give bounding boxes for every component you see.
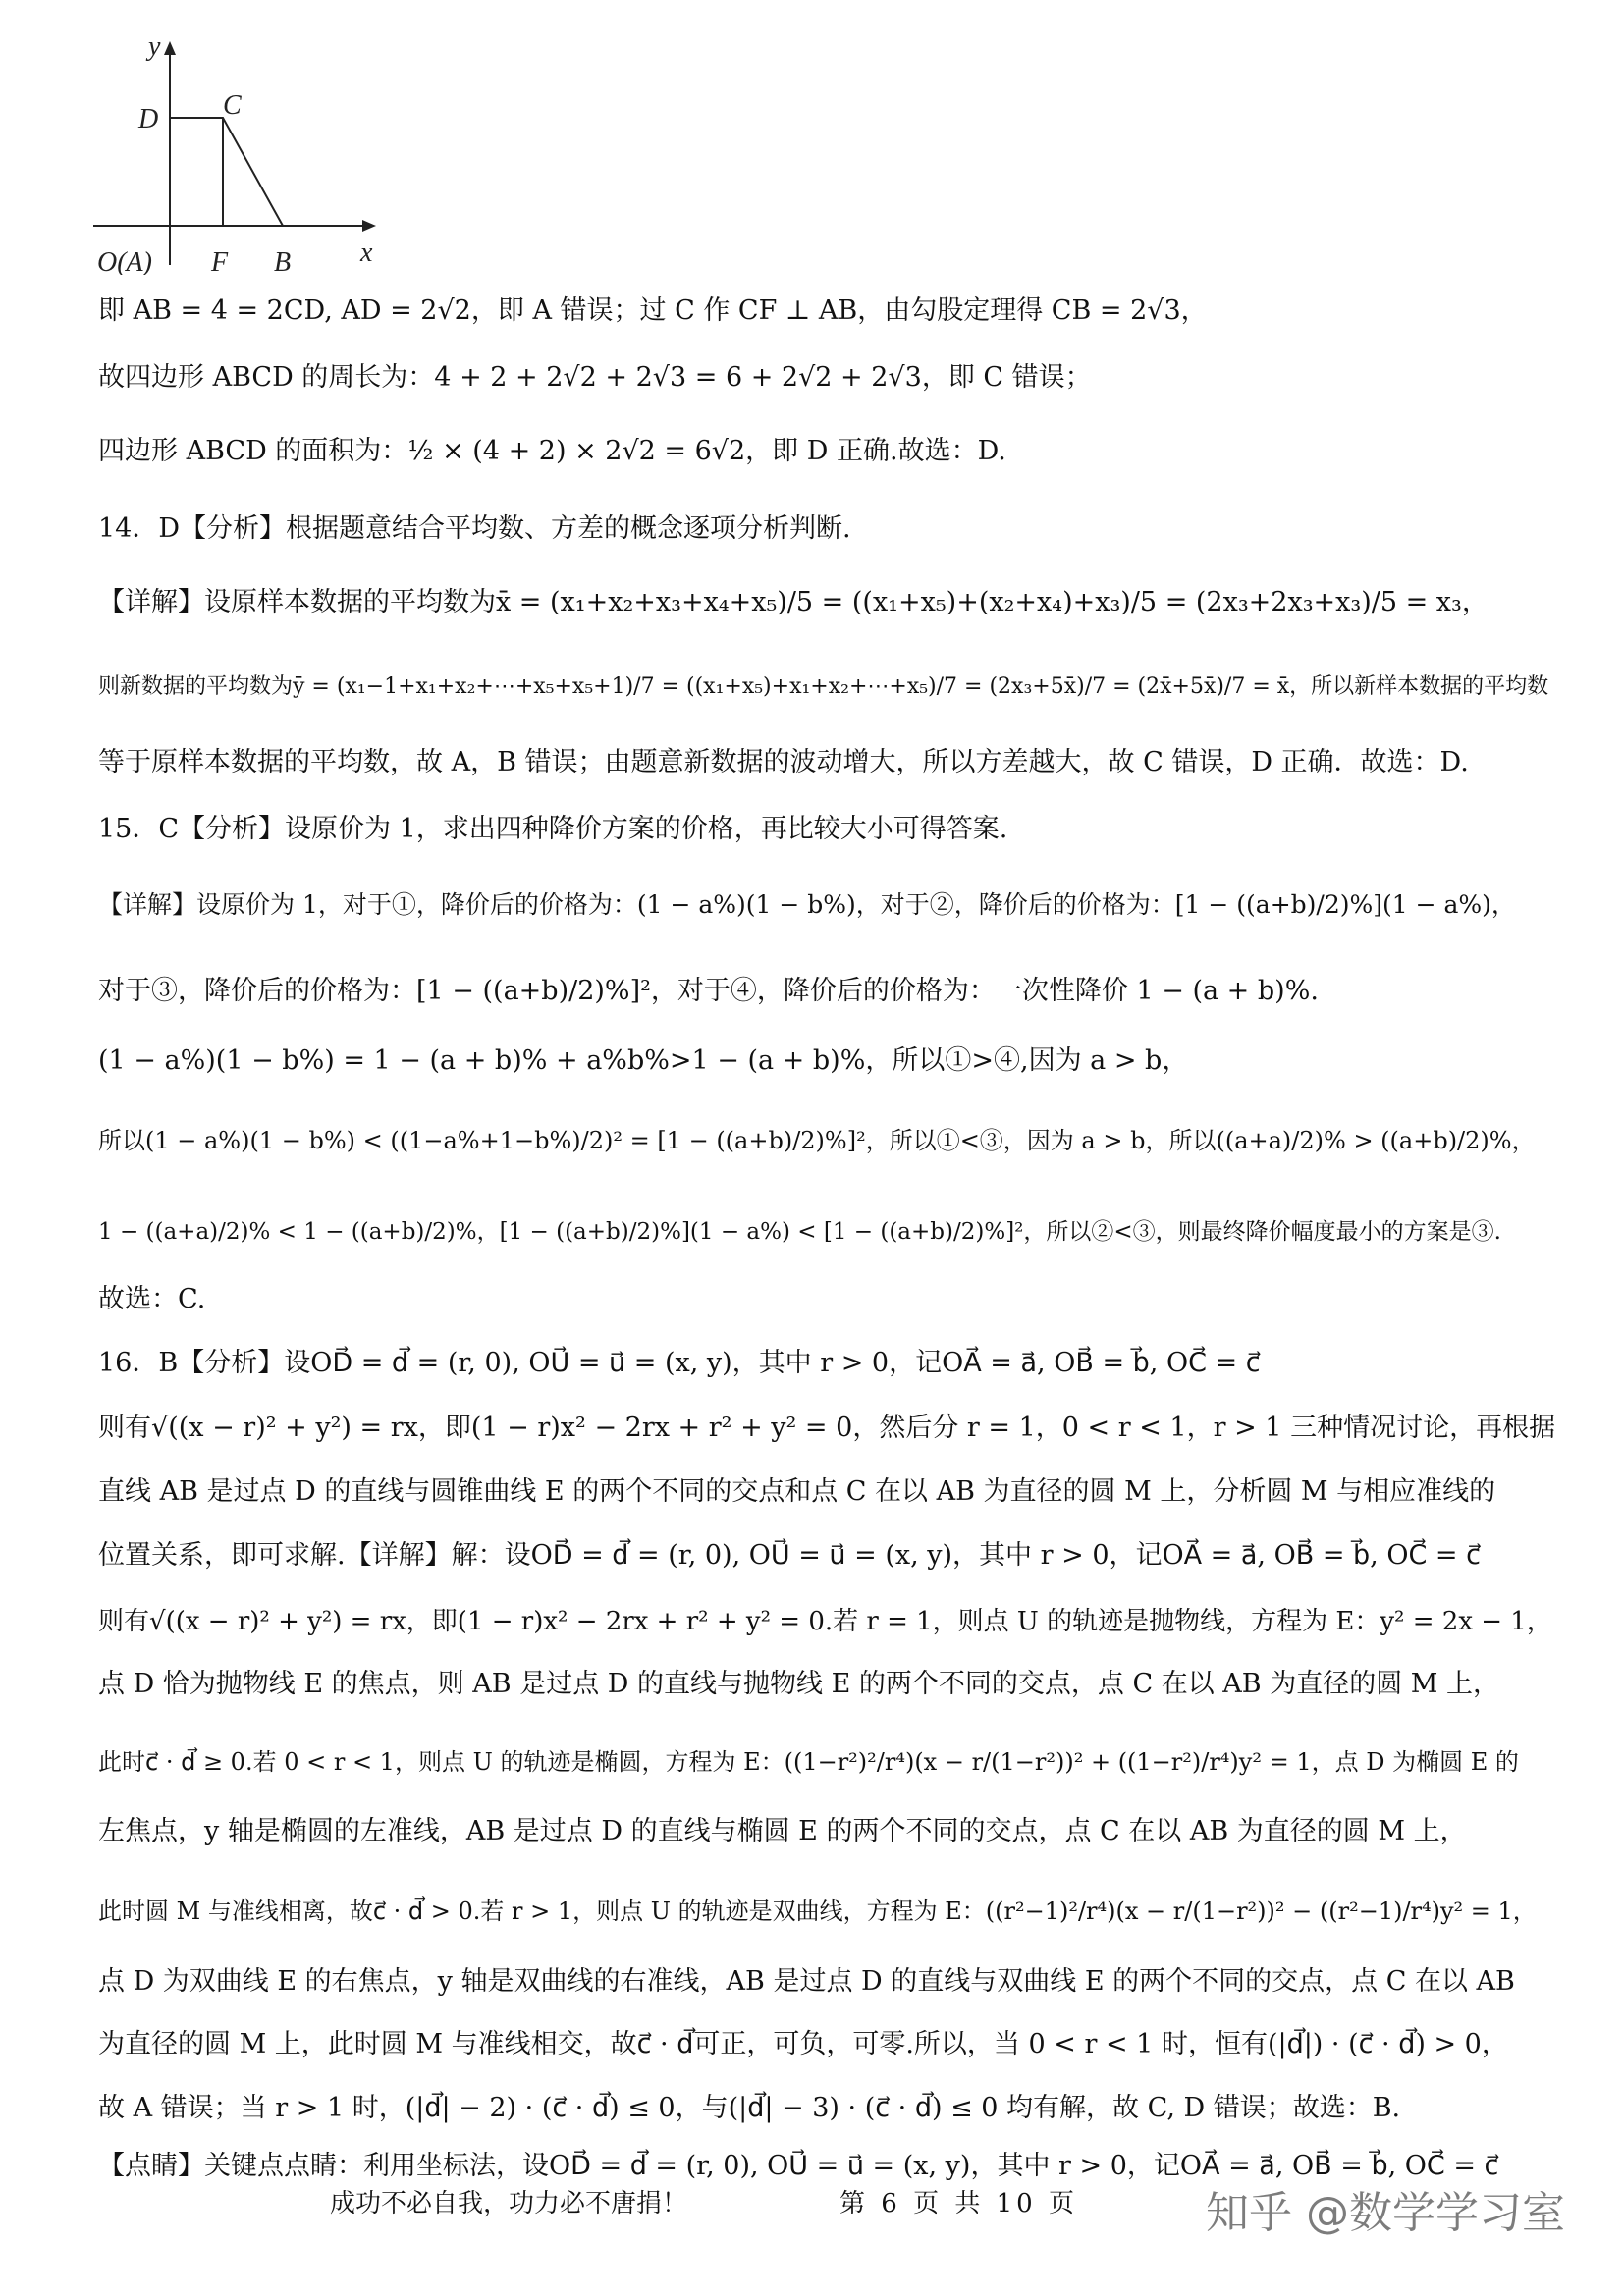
text-line-16: 则有√((x − r)² + y²) = rx，即(1 − r)x² − 2rx + r² + y² = 0，然后分 r = 1，0 < r < 1，r > 1 三种情况讨论，再根据: [98, 1413, 1556, 1443]
text-line-17: 直线 AB 是过点 D 的直线与圆锥曲线 E 的两个不同的交点和点 C 在以 AB 为直径的圆 M 上，分析圆 M 与相应准线的: [98, 1476, 1496, 1507]
text-line-23: 此时圆 M 与准线相离，故c⃗ · d⃗ > 0.若 r > 1，则点 U 的轨迹是双曲线，方程为 E：((r²−1)²/r⁴)(x − r/(1−r²))² − ((r²−1)/r⁴)y² = 1，: [98, 1897, 1537, 1925]
text-line-3: 四边形 ABCD 的面积为：½ × (4 + 2) × 2√2 = 6√2，即 D 正确.故选：D.: [98, 436, 1006, 466]
text-line-2: 故四边形 ABCD 的周长为：4 + 2 + 2√2 + 2√3 = 6 + 2√2 + 2√3，即 C 错误；: [98, 362, 1092, 393]
text-line-15: 16．B【分析】设OD⃗ = d⃗ = (r, 0), OU⃗ = u⃗ = (x, y)，其中 r > 0，记OA⃗ = a⃗, OB⃗ = b⃗, OC⃗ = c⃗: [98, 1348, 1261, 1378]
text-line-1: 即 AB = 4 = 2CD, AD = 2√2，即 A 错误；过 C 作 CF ⊥ AB，由勾股定理得 CB = 2√3，: [98, 295, 1208, 326]
text-line-10: 对于③，降价后的价格为：[1 − ((a+b)/2)%]²，对于④，降价后的价格为：一次性降价 1 − (a + b)%.: [98, 976, 1319, 1006]
label-d: D: [138, 104, 159, 134]
label-f: F: [211, 247, 229, 275]
text-line-8: 15．C【分析】设原价为 1，求出四种降价方案的价格，再比较大小可得答案.: [98, 814, 1008, 844]
text-line-14: 故选：C.: [98, 1284, 206, 1314]
text-line-19: 则有√((x − r)² + y²) = rx，即(1 − r)x² − 2rx + r² + y² = 0.若 r = 1，则点 U 的轨迹是抛物线，方程为 E：y² = 2x − 1，: [98, 1607, 1552, 1636]
watermark: 知乎 @数学学习室: [1206, 2188, 1565, 2238]
label-y: y: [148, 31, 161, 62]
text-line-25: 为直径的圆 M 上，此时圆 M 与准线相交，故c⃗ · d⃗可正，可负，可零.所以，当 0 < r < 1 时，恒有(|d⃗|) · (c⃗ · d⃗) > 0，: [98, 2029, 1508, 2059]
text-line-27: 【点睛】关键点点睛：利用坐标法，设OD⃗ = d⃗ = (r, 0), OU⃗ = u⃗ = (x, y)，其中 r > 0，记OA⃗ = a⃗, OB⃗ = b⃗, OC⃗ = c⃗: [98, 2151, 1499, 2181]
page-footer: [0, 2177, 1624, 2238]
text-line-20: 点 D 恰为抛物线 E 的焦点，则 AB 是过点 D 的直线与抛物线 E 的两个不同的交点，点 C 在以 AB 为直径的圆 M 上，: [98, 1669, 1500, 1699]
label-b: B: [274, 247, 292, 275]
text-line-12: 所以(1 − a%)(1 − b%) < ((1−a%+1−b%)/2)² = [1 − ((a+b)/2)%]²，所以①<③，因为 a > b，所以((a+a)/2)% > ((a+b)/2)%，: [98, 1127, 1536, 1154]
text-line-6: 则新数据的平均数为ȳ = (x₁−1+x₁+x₂+⋯+x₅+x₅+1)/7 = ((x₁+x₅)+x₁+x₂+⋯+x₅)/7 = (2x₃+5x̄)/7 = (2x̄+5x̄)/7 = x̄，所以新样本数据的平均数: [98, 674, 1549, 699]
text-line-11: (1 − a%)(1 − b%) = 1 − (a + b)% + a%b%>1 − (a + b)%，所以①>④,因为 a > b，: [98, 1045, 1189, 1076]
text-line-18: 位置关系，即可求解.【详解】解：设OD⃗ = d⃗ = (r, 0), OU⃗ = u⃗ = (x, y)，其中 r > 0，记OA⃗ = a⃗, OB⃗ = b⃗, OC⃗ = c⃗: [98, 1540, 1481, 1571]
text-line-21: 此时c⃗ · d⃗ ≥ 0.若 0 < r < 1，则点 U 的轨迹是椭圆，方程为 E：((1−r²)²/r⁴)(x − r/(1−r²))² + ((1−r²)/r⁴)y² = 1，点 D 为椭圆 E 的: [98, 1748, 1519, 1776]
segment-dcb: [170, 118, 283, 226]
x-axis-arrow: [362, 220, 376, 232]
text-line-4: 14．D【分析】根据题意结合平均数、方差的概念逐项分析判断.: [98, 513, 851, 544]
text-line-9: 【详解】设原价为 1，对于①，降价后的价格为：(1 − a%)(1 − b%)，对于②，降价后的价格为：[1 − ((a+b)/2)%](1 − a%)，: [98, 890, 1516, 919]
text-line-22: 左焦点，y 轴是椭圆的左准线，AB 是过点 D 的直线与椭圆 E 的两个不同的交点，点 C 在以 AB 为直径的圆 M 上，: [98, 1816, 1467, 1846]
coordinate-diagram: [93, 29, 388, 275]
text-line-13: 1 − ((a+a)/2)% < 1 − ((a+b)/2)%，[1 − ((a+b)/2)%](1 − a%) < [1 − ((a+b)/2)%]²，所以②<③，则最终降价幅度最小的方案是③.: [98, 1219, 1501, 1245]
footer-motto: 成功不必自我，功力必不唐捐！: [330, 2189, 688, 2218]
label-x: x: [360, 238, 373, 268]
label-c: C: [223, 90, 242, 121]
label-origin: O(A): [97, 247, 152, 275]
text-line-24: 点 D 为双曲线 E 的右焦点，y 轴是双曲线的右准线，AB 是过点 D 的直线与双曲线 E 的两个不同的交点，点 C 在以 AB: [98, 1966, 1515, 1997]
page-number: 第 6 页 共 10 页: [839, 2189, 1078, 2218]
text-line-7: 等于原样本数据的平均数，故 A，B 错误；由题意新数据的波动增大，所以方差越大，故 C 错误，D 正确．故选：D.: [98, 747, 1469, 777]
geometry-figure: [93, 29, 388, 275]
y-axis-arrow: [164, 41, 176, 55]
text-line-26: 故 A 错误；当 r > 1 时，(|d⃗| − 2) · (c⃗ · d⃗) ≤ 0，与(|d⃗| − 3) · (c⃗ · d⃗) ≤ 0 均有解，故 C, D 错误；故选：B.: [98, 2093, 1401, 2123]
text-line-5: 【详解】设原样本数据的平均数为x̄ = (x₁+x₂+x₃+x₄+x₅)/5 = ((x₁+x₅)+(x₂+x₄)+x₃)/5 = (2x₃+2x₃+x₃)/5 = x₃，: [98, 587, 1489, 617]
